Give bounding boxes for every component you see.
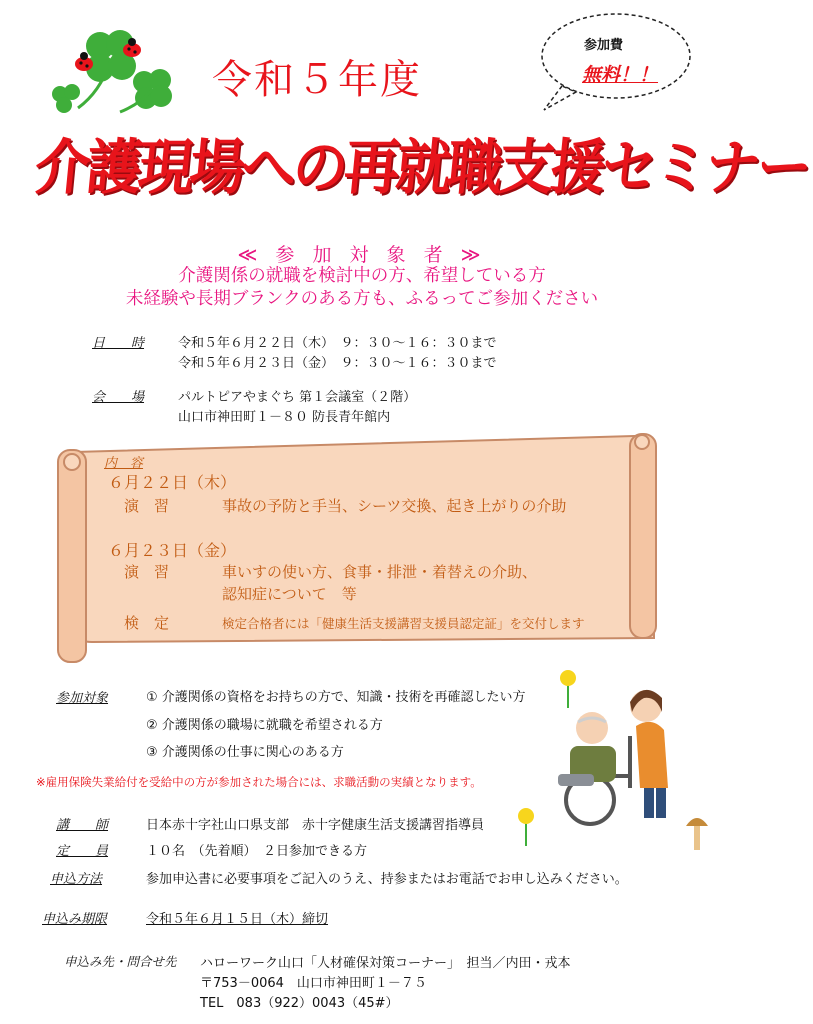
day1-label: 演 習 [124,497,170,515]
content-label: 内 容 [104,456,144,471]
deadline-label: 申込み期限 [42,912,108,927]
mushroom-icon [682,810,712,854]
exam-text: 検定合格者には「健康生活支援講習支援員認定証」を交付します [222,616,585,631]
unemployment-note: ※雇用保険失業給付を受給中の方が参加された場合には、求職活動の実績となります。 [36,775,482,789]
datetime-line-1: 令和５年６月２２日（木） ９：３０～１６：３０まで [178,336,497,351]
exam-label: 検 定 [124,614,170,632]
target-line-2: 未経験や長期ブランクのある方も、ふるってご参加ください [125,289,599,309]
eligibility-item-3: ③ 介護関係の仕事に関心のある方 [146,745,344,760]
day2-line-1: 車いすの使い方、食事・排泄・着替えの介助、 [222,563,538,581]
day2-date: ６月２３日（金） [108,541,237,560]
datetime-label: 日 時 [92,336,145,351]
target-heading: ≪ 参 加 対 象 者 ≫ [237,244,487,266]
venue-line-2: 山口市神田町１－８０ 防長青年館内 [178,410,391,425]
clover-ladybug-illustration [40,22,180,117]
capacity-label: 定 員 [56,844,109,859]
apply-label: 申込方法 [50,872,103,887]
contact-line-1: ハローワーク山口「人材確保対策コーナー」 担当／内田・戎本 [200,956,571,971]
eligibility-item-1: ① 介護関係の資格をお持ちの方で、知識・技術を再確認したい方 [146,690,526,705]
apply-value: 参加申込書に必要事項をご記入のうえ、持参またはお電話でお申し込みください。 [146,872,628,887]
day2-label: 演 習 [124,563,170,581]
target-line-1: 介護関係の就職を検討中の方、希望している方 [178,266,546,286]
eligibility-item-2: ② 介護関係の職場に就職を希望される方 [146,718,383,733]
dandelion-top-icon [556,668,580,708]
eligibility-label: 参加対象 [56,691,109,706]
day1-text: 事故の予防と手当、シーツ交換、起き上がりの介助 [222,497,567,515]
contact-label: 申込み先・問合せ先 [64,954,177,969]
day2-line-2: 認知症について 等 [222,585,357,603]
dandelion-bottom-icon [514,806,538,846]
seminar-title: 介護現場への再就職支援セミナー [31,133,812,203]
lecturer-label: 講 師 [56,818,109,833]
contact-line-3: TEL 083（922）0043（45#） [200,996,399,1011]
venue-label: 会 場 [92,390,145,405]
fee-label: 参加費 [584,38,624,53]
deadline-value: 令和５年６月１５日（木）締切 [146,912,329,927]
fee-value: 無料！！ [582,64,659,86]
datetime-line-2: 令和５年６月２３日（金） ９：３０～１６：３０まで [178,356,497,371]
venue-line-1: パルトピアやまぐち 第１会議室（２階） [178,390,417,405]
contact-line-2: 〒753－0064 山口市神田町１－７５ [200,976,427,991]
lecturer-value: 日本赤十字社山口県支部 赤十字健康生活支援講習指導員 [146,818,485,833]
capacity-value: １０名 （先着順） ２日参加できる方 [146,844,368,859]
day1-date: ６月２２日（木） [108,473,237,492]
year-title: 令和５年度 [212,57,422,103]
